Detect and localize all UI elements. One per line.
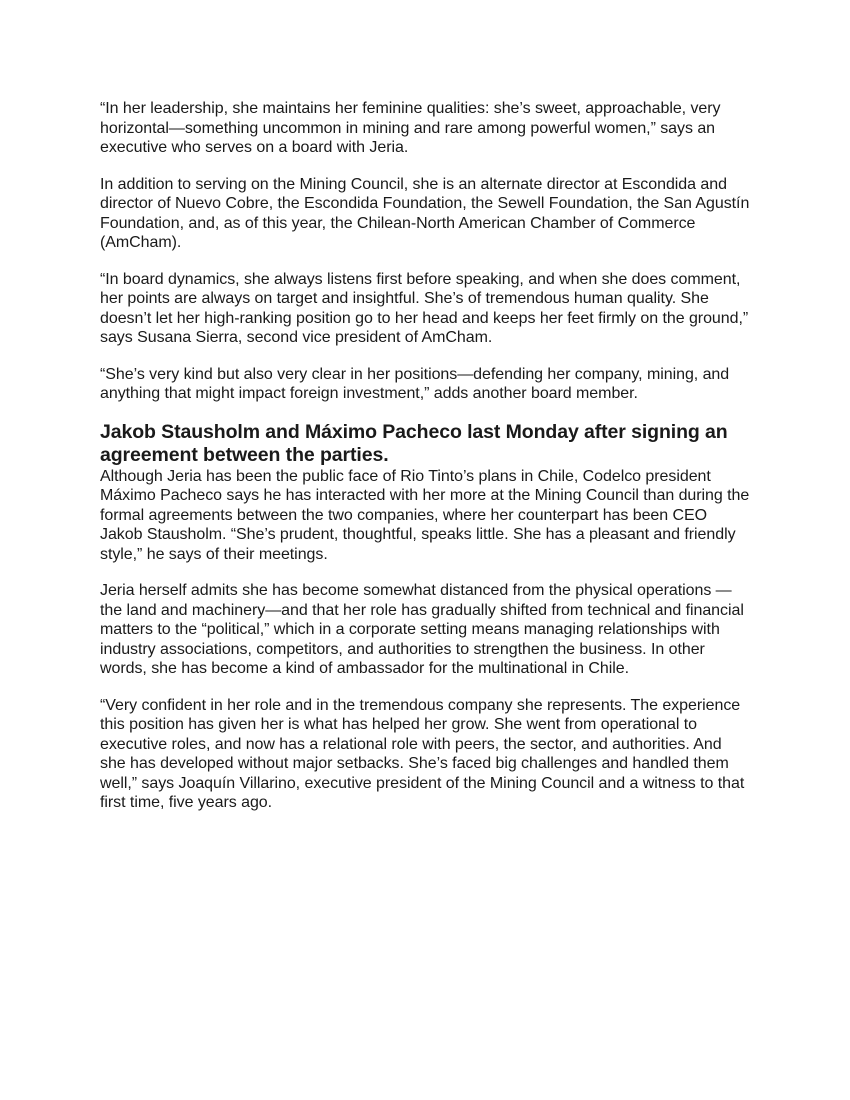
- paragraph-leadership-quote: “In her leadership, she maintains her feminine qualities: she’s sweet, approachable, very horizontal—something uncommon in mining and rare among powerful women,” says an executive who serves on a board with Jeria.: [100, 100, 721, 156]
- paragraph-board-roles: In addition to serving on the Mining Council, she is an alternate director at Escondida and director of Nuevo Cobre, the Escondida Foundation, the Sewell Foundation, the San Agustín Foundation, and, as of this year, the Chilean-North American Chamber of Commerce (AmCham).: [100, 175, 750, 251]
- paragraph-board-dynamics-quote: “In board dynamics, she always listens first before speaking, and when she does comment, her points are always on target and insightful. She’s of tremendous human quality. She doesn’t let her high-ranking position go to her head and keeps her feet firmly on the ground,” says Susana Sierra, second vice president of AmCham.: [100, 270, 749, 346]
- paragraph-positions-quote: “She’s very kind but also very clear in her positions—defending her company, mining, and anything that might impact foreign investment,” adds another board member.: [100, 365, 730, 402]
- photo-caption-heading: Jakob Stausholm and Máximo Pacheco last Monday after signing an agreement between the parties.: [100, 420, 728, 466]
- paragraph-role-shift: Jeria herself admits she has become somewhat distanced from the physical operations —the land and machinery—and that her role has gradually shifted from technical and financial matters to the “political,” which in a corporate setting means managing relationships with industry associations, competitors, and authorities to strengthen the business. In other words, she has become a kind of ambassador for the multinational in Chile.: [100, 582, 744, 677]
- paragraph-public-face: Although Jeria has been the public face of Rio Tinto’s plans in Chile, Codelco president Máximo Pacheco says he has interacted with her more at the Mining Council than during the formal agreements between the two companies, where her counterpart has been CEO Jakob Stausholm. “She’s prudent, thoughtful, speaks little. She has a pleasant and friendly style,” he says of their meetings.: [100, 467, 750, 563]
- article-body: [100, 99, 750, 830]
- paragraph-villarino-quote: “Very confident in her role and in the tremendous company she represents. The experience this position has given her is what has helped her grow. She went from operational to executive roles, and now has a relational role with peers, the sector, and authorities. And she has developed without major setbacks. She’s faced big challenges and handled them well,” says Joaquín Villarino, executive president of the Mining Council and a witness to that first time, five years ago.: [100, 696, 745, 811]
